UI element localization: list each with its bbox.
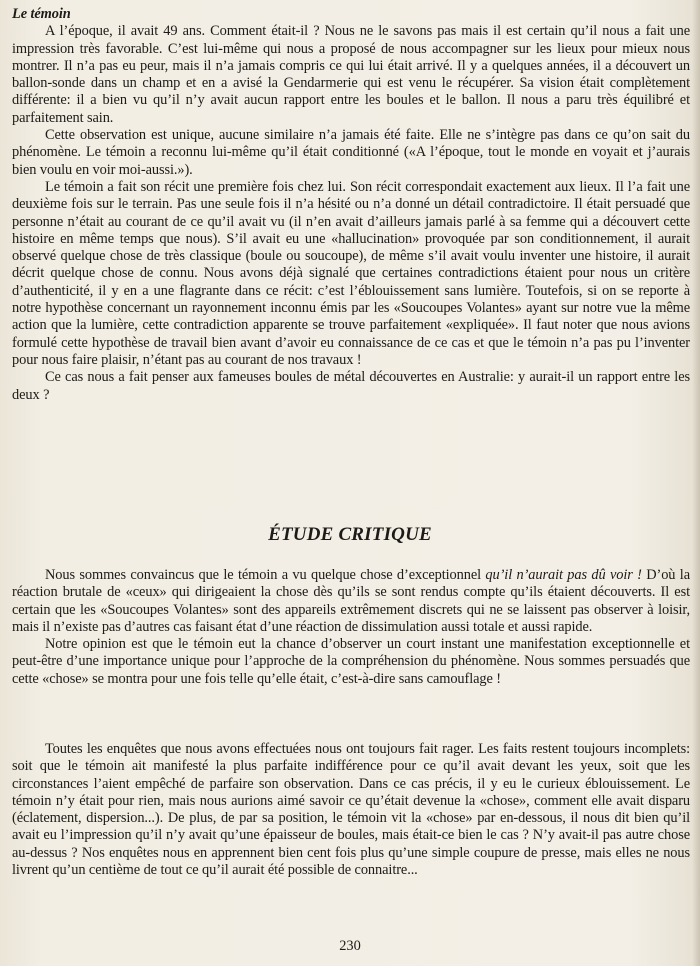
paragraph: Cette observation est unique, aucune similaire n’a jamais été faite. Elle ne s’intègre pas dans ce qu’on sait du phénomène. Le témoin a reconnu lui-même qu’il était conditionné («A l’époque, tout le monde en voyait et j’aurais bien voulu en voir moi-aussi.»). (12, 127, 690, 178)
section-temoin (12, 6, 690, 404)
section-title-etude-critique: ÉTUDE CRITIQUE (268, 524, 432, 545)
paragraph-emphasis: qu’il n’aurait pas dû voir ! (485, 567, 642, 583)
paragraph-text: D’où la réaction brutale de «ceux» qui dirigeaient la chose dès qu’ils se sont rendus compte qu’ils étaient découverts. Il est certain que les «Soucoupes Volantes» sont des appareils extrêmement discrets qui ne se laissent pas observer à loisir, mais il n’existe pas d’autres cas faisant état d’une réaction de dissimulation aussi totale et aussi rapide. (12, 567, 690, 635)
paragraph-text: Nous sommes convaincus que le témoin a vu quelque chose d’exceptionnel (45, 567, 486, 583)
paragraph: A l’époque, il avait 49 ans. Comment était-il ? Nous ne le savons pas mais il est certain qu’il nous a fait une impression très favorable. C’est lui-même qui nous a proposé de nous accompagner sur les lieux pour mieux nous montrer. Il n’a pas eu peur, mais il n’a jamais compris ce qui lui était arrivé. Il y a quelques années, il a découvert un ballon-sonde dans un champ et en a avisé la Gendarmerie qui est venu le récupérer. Sa vision était complètement différente: il a bien vu qu’il n’y avait aucun rapport entre les boules et le ballon. Il nous a paru très équilibré et parfaitement sain. (12, 23, 690, 126)
section-enquetes (12, 741, 690, 879)
section-etude-critique (12, 567, 690, 688)
paragraph: Notre opinion est que le témoin eut la chance d’observer un court instant une manifestation exceptionnelle et peut-être d’une importance unique pour l’approche de la compréhension du phénomène. Nous sommes persuadés que cette «chose» se montra pour une fois telle qu’elle était, c’est-à-dire sans camouflage ! (12, 636, 690, 687)
paragraph: Toutes les enquêtes que nous avons effectuées nous ont toujours fait rager. Les faits restent toujours incomplets: soit que le témoin ait manifesté la plus parfaite indifférence pour ce qu’il avait devant les yeux, soit que les circonstances l’aient empêché de parfaire son observation. Dans ce cas précis, il y eu le curieux éblouissement. Le témoin n’y était pour rien, mais nous aurions aimé savoir ce qu’était devenue la «chose», comment elle avait disparu (éclatement, dispersion...). De plus, de par sa position, le témoin vit la «chose» par en-dessous, il nous dit bien qu’il avait eu l’impression qu’il n’y avait qu’une épaisseur de boules, mais était-ce bien le cas ? N’y avait-il pas autre chose au-dessus ? Nos enquêtes nous en apprennent bien cent fois plus qu’une simple coupure de presse, mais elles ne nous livrent qu’un centième de tout ce qu’il aurait été possible de connaitre... (12, 741, 690, 879)
paragraph: Le témoin a fait son récit une première fois chez lui. Son récit correspondait exactement aux lieux. Il l’a fait une deuxième fois sur le terrain. Pas une seule fois il n’a hésité ou n’a donné un détail contradictoire. Il était persuadé que personne n’était au courant de ce qu’il avait vu (il n’en avait d’ailleurs jamais parlé à sa femme qui a découvert cette histoire en même temps que nous). S’il avait eu une «hallucination» provoquée par son conditionnement, il aurait observé quelque chose de très classique (boule ou soucoupe), de même s’il avait voulu inventer une histoire, il aurait décrit quelque chose de connu. Nous avons déjà signalé que certaines contradictions étaient pour nous un critère d’authenticité, il y en a une flagrante dans ce récit: c’est l’éblouissement sans lumière. Toutefois, si on se reporte à notre hypothèse concernant un rayonnement inconnu émis par les «Soucoupes Volantes» ayant sur notre vue la même action que la lumière, cette contradiction apparente se trouve parfaitement «expliquée». Il faut noter que nous avions formulé cette hypothèse de travail bien avant d’avoir eu connaissance de ce cas et que le témoin n’a pas pu l’inventer pour nous faire plaisir, n’étant pas au courant de nos travaux ! (12, 178, 690, 368)
paragraph: Ce cas nous a fait penser aux fameuses boules de métal découvertes en Australie: y aurait-il un rapport entre les deux ? (12, 369, 690, 403)
subheading-le-temoin: Le témoin (12, 6, 71, 22)
page-edge-shadow (692, 0, 700, 966)
page-number: 230 (339, 938, 361, 954)
paragraph (12, 567, 690, 636)
